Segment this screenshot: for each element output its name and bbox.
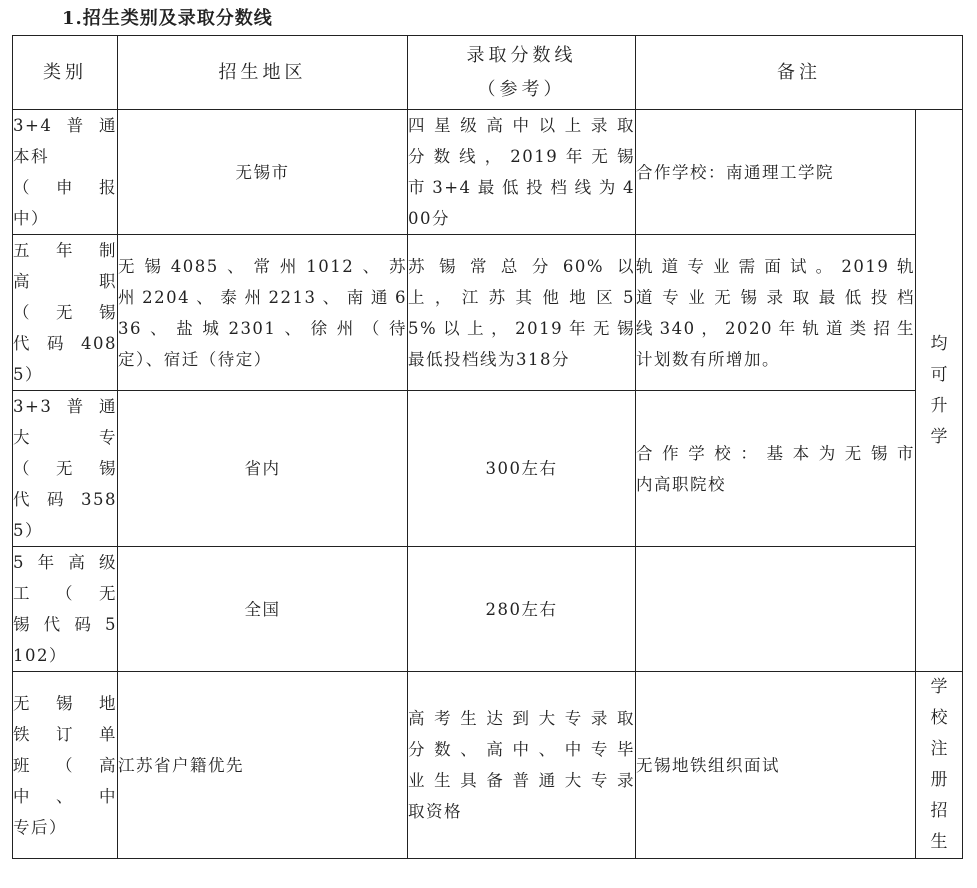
category-line: 五年制: [13, 241, 117, 260]
table-row: [13, 547, 963, 672]
category-line: （无锡: [13, 303, 117, 322]
category-line: 中、中: [13, 786, 117, 806]
category-line: 工（无: [13, 584, 117, 603]
header-row: [13, 36, 963, 110]
header-score: [408, 36, 636, 110]
category-line: （无锡: [13, 459, 117, 478]
score-line: 最低投档线为318分: [408, 349, 570, 369]
remarks-line: 计划数有所增加。: [636, 349, 780, 369]
score-line: 高考生达到大专录取: [408, 709, 635, 728]
category-line: 班（高: [13, 755, 117, 775]
remarks-cell: [636, 235, 916, 391]
side-note-char: 均: [930, 333, 948, 354]
remarks-cell: [636, 391, 916, 547]
score-cell: 280左右: [408, 547, 636, 672]
category-line: 5）: [13, 521, 43, 540]
remarks-cell: [636, 547, 916, 672]
score-line: 分数线，2019年无锡: [408, 147, 635, 166]
category-line: 铁订单: [13, 724, 117, 744]
remarks-line: 内高职院校: [636, 474, 726, 494]
category-cell: [13, 547, 118, 672]
score-line: 苏锡常总分60%以: [408, 256, 635, 276]
side-note-char: 校: [930, 708, 948, 728]
region-line: 州2204、泰州2213、南通6: [118, 287, 407, 307]
score-line: 四星级高中以上录取: [408, 116, 635, 135]
side-note-char: 册: [930, 770, 948, 790]
category-line: 大专: [13, 428, 117, 447]
section-heading: 1.招生类别及录取分数线: [62, 8, 273, 29]
side-note-char: 升: [930, 395, 948, 416]
score-line: 分数、高中、中专毕: [408, 740, 635, 759]
side-note-upgrade: [916, 110, 963, 672]
score-line: 市3+4最低投档线为4: [408, 178, 635, 197]
category-line: （申报: [13, 178, 117, 197]
score-line: 业生具备普通大专录: [408, 771, 635, 790]
side-note-char: 学: [930, 677, 948, 697]
region-cell: 全国: [118, 547, 408, 672]
remarks-line: 线340，2020年轨道类招生: [636, 318, 915, 338]
category-line: 代码408: [13, 334, 117, 353]
remarks-line: 合作学校：基本为无锡市: [636, 443, 915, 463]
remarks-cell: 无锡地铁组织面试: [636, 672, 916, 859]
category-line: 中）: [13, 209, 49, 228]
category-cell: [13, 235, 118, 391]
side-note-char: 生: [930, 832, 948, 852]
category-cell: [13, 672, 118, 859]
score-line: 取资格: [408, 802, 462, 821]
category-line: 102）: [13, 646, 67, 665]
side-note-char: 可: [930, 364, 948, 385]
score-cell: [408, 672, 636, 859]
header-region: 招生地区: [118, 36, 408, 110]
header-remarks: 备注: [636, 36, 963, 110]
region-cell: [118, 235, 408, 391]
region-cell: 省内: [118, 391, 408, 547]
score-cell: [408, 235, 636, 391]
region-line: 无锡4085、常州1012、苏: [118, 256, 407, 276]
score-cell: 300左右: [408, 391, 636, 547]
header-score-line2: （参考）: [477, 78, 566, 100]
region-cell: 江苏省户籍优先: [118, 672, 408, 859]
admission-table: [12, 35, 963, 859]
category-line: 3+4普通: [13, 116, 117, 135]
remarks-line: 道专业无锡录取最低投档: [636, 287, 915, 307]
score-cell: [408, 110, 636, 235]
score-line: 上，江苏其他地区5: [408, 287, 635, 307]
table-row: [13, 110, 963, 235]
side-note-char: 注: [930, 739, 948, 759]
category-cell: [13, 391, 118, 547]
table-row: [13, 672, 963, 859]
side-note-char: 学: [930, 426, 948, 447]
category-line: 高职: [13, 272, 117, 291]
category-line: 无锡地: [13, 693, 117, 713]
category-line: 专后）: [13, 817, 67, 837]
region-cell: 无锡市: [118, 110, 408, 235]
region-line: 定）、宿迁（待定）: [118, 349, 272, 369]
side-note-char: 招: [930, 801, 948, 821]
category-line: 本科: [13, 147, 49, 166]
header-score-line1: 录取分数线: [466, 44, 577, 66]
remarks-cell: 合作学校：南通理工学院: [636, 110, 916, 235]
category-line: 代码358: [13, 490, 117, 509]
score-line: 5%以上，2019年无锡: [408, 318, 635, 338]
region-line: 36、盐城2301、徐州（待: [118, 318, 407, 338]
category-line: 5）: [13, 365, 43, 384]
header-category: 类别: [13, 36, 118, 110]
side-note-register: [916, 672, 963, 859]
category-line: 5年高级: [13, 553, 117, 572]
table-row: [13, 391, 963, 547]
category-cell: [13, 110, 118, 235]
table-row: [13, 235, 963, 391]
remarks-line: 轨道专业需面试。2019轨: [636, 256, 915, 276]
category-line: 锡代码5: [13, 615, 117, 634]
score-line: 00分: [408, 209, 450, 228]
category-line: 3+3普通: [13, 397, 117, 416]
